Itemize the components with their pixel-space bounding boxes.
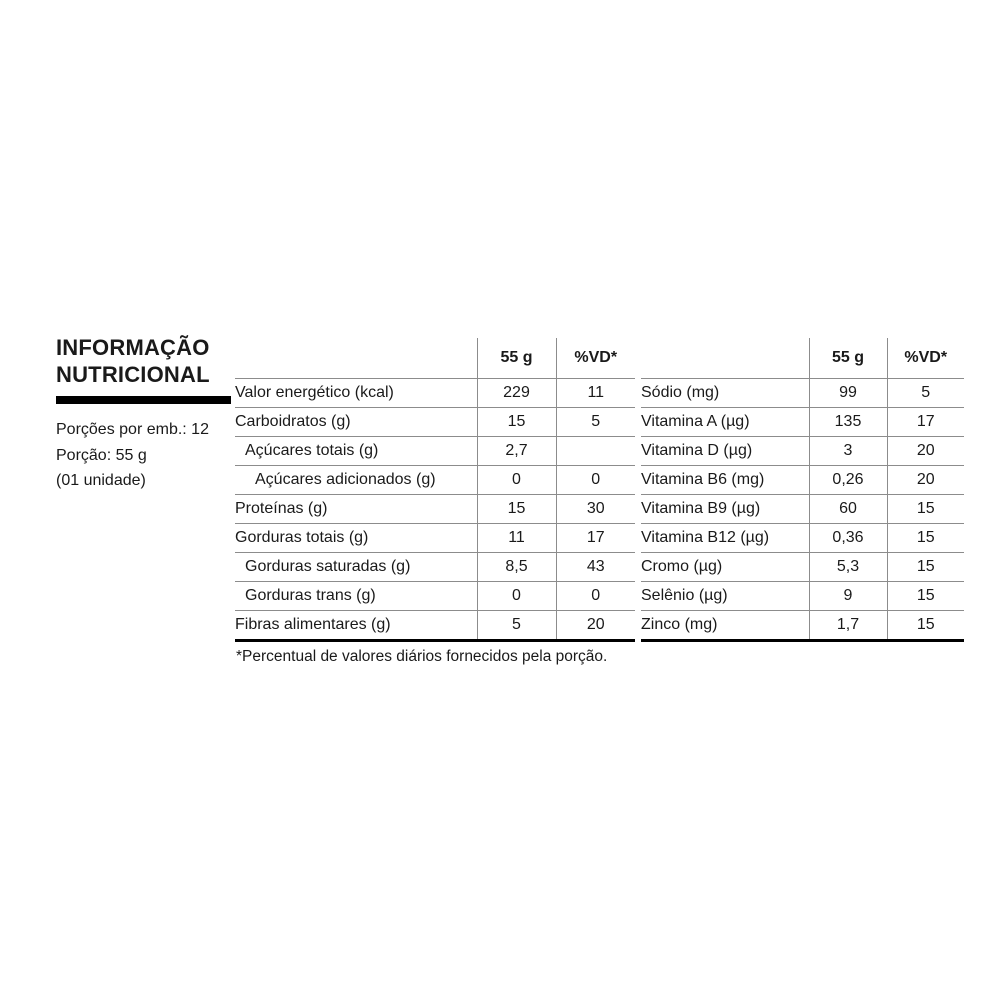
nutrient-column-header	[235, 338, 477, 379]
title-line-1: INFORMAÇÃO	[56, 335, 210, 360]
nutrient-daily-value: 0	[556, 582, 635, 611]
nutrient-daily-value: 20	[887, 437, 964, 466]
table-row	[641, 379, 964, 408]
nutrition-title	[56, 334, 231, 388]
nutrient-amount: 5,3	[809, 553, 887, 582]
nutrient-daily-value: 20	[556, 611, 635, 641]
serving-info	[56, 417, 209, 494]
nutrient-name: Fibras alimentares (g)	[235, 611, 477, 641]
table-header-row	[235, 338, 635, 379]
nutrient-name: Vitamina D (µg)	[641, 437, 809, 466]
nutrient-column-header	[641, 338, 809, 379]
nutrition-table-right	[641, 338, 964, 642]
serving-size: Porção: 55 g	[56, 446, 147, 464]
table-row	[641, 495, 964, 524]
table-header-row	[641, 338, 964, 379]
nutrient-amount: 229	[477, 379, 556, 408]
nutrient-amount: 0	[477, 582, 556, 611]
nutrient-amount: 60	[809, 495, 887, 524]
nutrient-daily-value: 15	[887, 582, 964, 611]
nutrient-daily-value: 0	[556, 466, 635, 495]
nutrient-daily-value: 17	[887, 408, 964, 437]
table-row	[235, 379, 635, 408]
serving-unit: (01 unidade)	[56, 472, 146, 489]
nutrient-name: Gorduras trans (g)	[235, 582, 477, 611]
nutrient-amount: 11	[477, 524, 556, 553]
nutrient-amount: 8,5	[477, 553, 556, 582]
nutrient-name: Cromo (µg)	[641, 553, 809, 582]
nutrient-amount: 3	[809, 437, 887, 466]
nutrient-amount: 5	[477, 611, 556, 641]
nutrition-table-left	[235, 338, 635, 642]
nutrient-daily-value: 43	[556, 553, 635, 582]
table-row	[641, 408, 964, 437]
nutrient-amount: 9	[809, 582, 887, 611]
servings-per-package: Porções por emb.: 12	[56, 421, 209, 438]
nutrient-amount: 15	[477, 495, 556, 524]
nutrient-name: Açúcares totais (g)	[235, 437, 477, 466]
title-line-2: NUTRICIONAL	[56, 362, 210, 387]
table-row	[235, 582, 635, 611]
nutrient-name: Sódio (mg)	[641, 379, 809, 408]
amount-column-header: 55 g	[809, 338, 887, 379]
table-row	[235, 408, 635, 437]
nutrient-daily-value: 17	[556, 524, 635, 553]
nutrient-daily-value: 15	[887, 553, 964, 582]
table-row	[641, 611, 964, 641]
nutrient-name: Gorduras saturadas (g)	[235, 553, 477, 582]
nutrient-daily-value	[556, 437, 635, 466]
amount-column-header: 55 g	[477, 338, 556, 379]
nutrient-name: Proteínas (g)	[235, 495, 477, 524]
table-row	[235, 466, 635, 495]
title-underline-bar	[56, 396, 231, 404]
nutrient-daily-value: 30	[556, 495, 635, 524]
dv-column-header: %VD*	[556, 338, 635, 379]
nutrient-daily-value: 20	[887, 466, 964, 495]
nutrient-daily-value: 15	[887, 495, 964, 524]
table-row	[235, 611, 635, 641]
table-row	[641, 466, 964, 495]
table-row	[235, 524, 635, 553]
nutrient-amount: 0,26	[809, 466, 887, 495]
table-row	[641, 524, 964, 553]
nutrient-daily-value: 15	[887, 524, 964, 553]
nutrient-amount: 15	[477, 408, 556, 437]
nutrient-name: Gorduras totais (g)	[235, 524, 477, 553]
table-row	[235, 553, 635, 582]
nutrient-name: Açúcares adicionados (g)	[235, 466, 477, 495]
table-row	[235, 437, 635, 466]
table-row	[235, 495, 635, 524]
nutrient-amount: 0	[477, 466, 556, 495]
footnote: *Percentual de valores diários fornecidos pela porção.	[236, 648, 608, 665]
nutrient-amount: 135	[809, 408, 887, 437]
table-row	[641, 553, 964, 582]
nutrient-name: Zinco (mg)	[641, 611, 809, 641]
nutrient-daily-value: 5	[556, 408, 635, 437]
nutrient-name: Valor energético (kcal)	[235, 379, 477, 408]
dv-column-header: %VD*	[887, 338, 964, 379]
table-row	[641, 437, 964, 466]
nutrient-amount: 99	[809, 379, 887, 408]
nutrient-name: Vitamina B12 (µg)	[641, 524, 809, 553]
nutrient-amount: 0,36	[809, 524, 887, 553]
nutrient-name: Carboidratos (g)	[235, 408, 477, 437]
nutrient-daily-value: 15	[887, 611, 964, 641]
nutrient-amount: 1,7	[809, 611, 887, 641]
nutrient-daily-value: 5	[887, 379, 964, 408]
nutrient-name: Vitamina B6 (mg)	[641, 466, 809, 495]
table-row	[641, 582, 964, 611]
nutrient-daily-value: 11	[556, 379, 635, 408]
nutrient-amount: 2,7	[477, 437, 556, 466]
nutrient-name: Vitamina A (µg)	[641, 408, 809, 437]
nutrient-name: Selênio (µg)	[641, 582, 809, 611]
nutrient-name: Vitamina B9 (µg)	[641, 495, 809, 524]
